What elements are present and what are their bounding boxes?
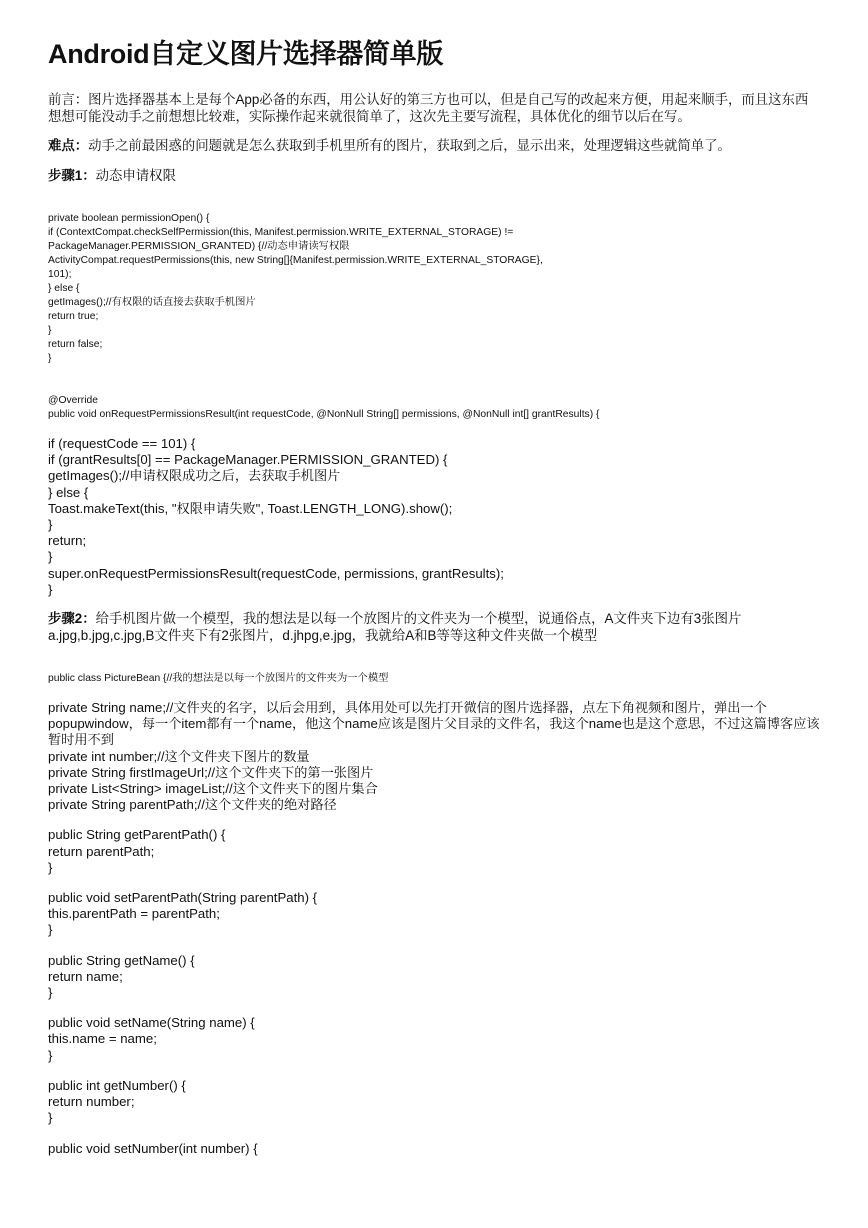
code-line: return name; (48, 968, 123, 984)
step2-label: 步骤2： (48, 611, 96, 627)
code-line: public void setName(String name) { (48, 1015, 255, 1031)
code-line: public class PictureBean {//我的想法是以每一个放图片的文件夹为一个模型 (48, 673, 389, 685)
code-line: public void onRequestPermissionsResult(int requestCode, @NonNull String[] permissions, @NonNull int[] grantResults) { (48, 409, 600, 420)
method-set-name (48, 1015, 820, 1064)
code-line: public String getParentPath() { (48, 827, 226, 843)
document-page (48, 36, 820, 1157)
code-line: private String firstImageUrl;//这个文件夹下的第一张图片 (48, 764, 374, 780)
code-line: private int number;//这个文件夹下图片的数量 (48, 748, 310, 764)
step1-text: 动态申请权限 (95, 167, 176, 183)
code-line: private List<String> imageList;//这个文件夹下的图片集合 (48, 781, 378, 797)
difficulty-label: 难点： (48, 138, 89, 153)
code-line: getImages();//申请权限成功之后，去获取手机图片 (48, 468, 341, 484)
step1-heading (48, 168, 820, 185)
code-line: } (48, 517, 53, 533)
code-line: } else { (48, 283, 80, 294)
code-line: if (ContextCompat.checkSelfPermission(this, Manifest.permission.WRITE_EXTERNAL_STORAGE) != (48, 227, 514, 238)
override-body-block (48, 436, 820, 598)
code-line: } (48, 985, 53, 1001)
code-line: } (48, 549, 53, 565)
code-line: private boolean permissionOpen() { (48, 213, 210, 224)
class-header-block (48, 672, 820, 686)
code-line: if (requestCode == 101) { (48, 436, 196, 451)
code-line: public void setNumber(int number) { (48, 1140, 258, 1156)
method-set-number (48, 1141, 820, 1157)
code-line: ActivityCompat.requestPermissions(this, new String[]{Manifest.permission.WRITE_EXTERNAL_STORAGE}, (48, 255, 543, 266)
permission-code-block (48, 212, 820, 366)
code-line: return; (48, 533, 87, 549)
step1-label: 步骤1： (48, 167, 96, 183)
code-line: private String name;//文件夹的名字，以后会用到，具体用处可以先打开微信的图片选择器，点左下角视频和图片，弹出一个popupwindow，每一个item都有一个name，他这个name应该是图片父目录的文件名，我这个name也是这个意思，不过这篇博客应该暂时用不到 (48, 700, 820, 748)
code-line: public String getName() { (48, 952, 195, 968)
code-line: } (48, 581, 53, 597)
code-line: this.name = name; (48, 1031, 157, 1047)
code-line: if (grantResults[0] == PackageManager.PERMISSION_GRANTED) { (48, 452, 448, 468)
difficulty-paragraph (48, 138, 820, 155)
code-line: this.parentPath = parentPath; (48, 906, 220, 922)
code-line: return parentPath; (48, 843, 155, 859)
page-title: Android自定义图片选择器简单版 (48, 39, 444, 69)
difficulty-text: 动手之前最困惑的问题就是怎么获取到手机里所有的图片，获取到之后，显示出来，处理逻辑这些就简单了。 (88, 138, 731, 153)
code-line: } (48, 353, 52, 364)
method-get-number (48, 1078, 820, 1127)
method-get-name (48, 953, 820, 1002)
code-line: return number; (48, 1094, 135, 1110)
override-header-block (48, 394, 820, 422)
code-line: Toast.makeText(this, "权限申请失败", Toast.LENGTH_LONG).show(); (48, 500, 453, 516)
code-line: PackageManager.PERMISSION_GRANTED) {//动态申请读写权限 (48, 241, 350, 252)
code-line: } (48, 325, 52, 336)
step2-paragraph (48, 611, 820, 644)
method-get-parent-path (48, 827, 820, 876)
code-line: } (48, 1047, 53, 1063)
code-line: 101); (48, 269, 72, 280)
code-line: super.onRequestPermissionsResult(requestCode, permissions, grantResults); (48, 565, 504, 581)
code-line: return false; (48, 339, 103, 350)
code-line: } (48, 859, 53, 875)
intro-paragraph: 前言：图片选择器基本上是每个App必备的东西，用公认好的第三方也可以，但是自己写的改起来方便，用起来顺手，而且这东西想想可能没动手之前想想比较难，实际操作起来就很简单了，这次先主要写流程，具体优化的细节以后在写。 (48, 92, 809, 124)
fields-code-block (48, 700, 820, 813)
method-set-parent-path (48, 890, 820, 939)
code-line: } else { (48, 484, 89, 500)
code-line: public int getNumber() { (48, 1077, 186, 1093)
code-line: getImages();//有权限的话直接去获取手机图片 (48, 297, 256, 308)
code-line: return true; (48, 311, 99, 322)
code-line: public void setParentPath(String parentPath) { (48, 890, 318, 906)
code-line: private String parentPath;//这个文件夹的绝对路径 (48, 797, 337, 813)
step2-text: 给手机图片做一个模型，我的想法是以每一个放图片的文件夹为一个模型，说通俗点，A文件夹下边有3张图片a.jpg,b.jpg,c.jpg,B文件夹下有2张图片，d.jhpg,e.jpg，我就给A和B等等这种文件夹做一个模型 (48, 611, 742, 643)
code-line: } (48, 1110, 53, 1126)
code-line: } (48, 922, 53, 938)
code-line: @Override (48, 395, 98, 406)
